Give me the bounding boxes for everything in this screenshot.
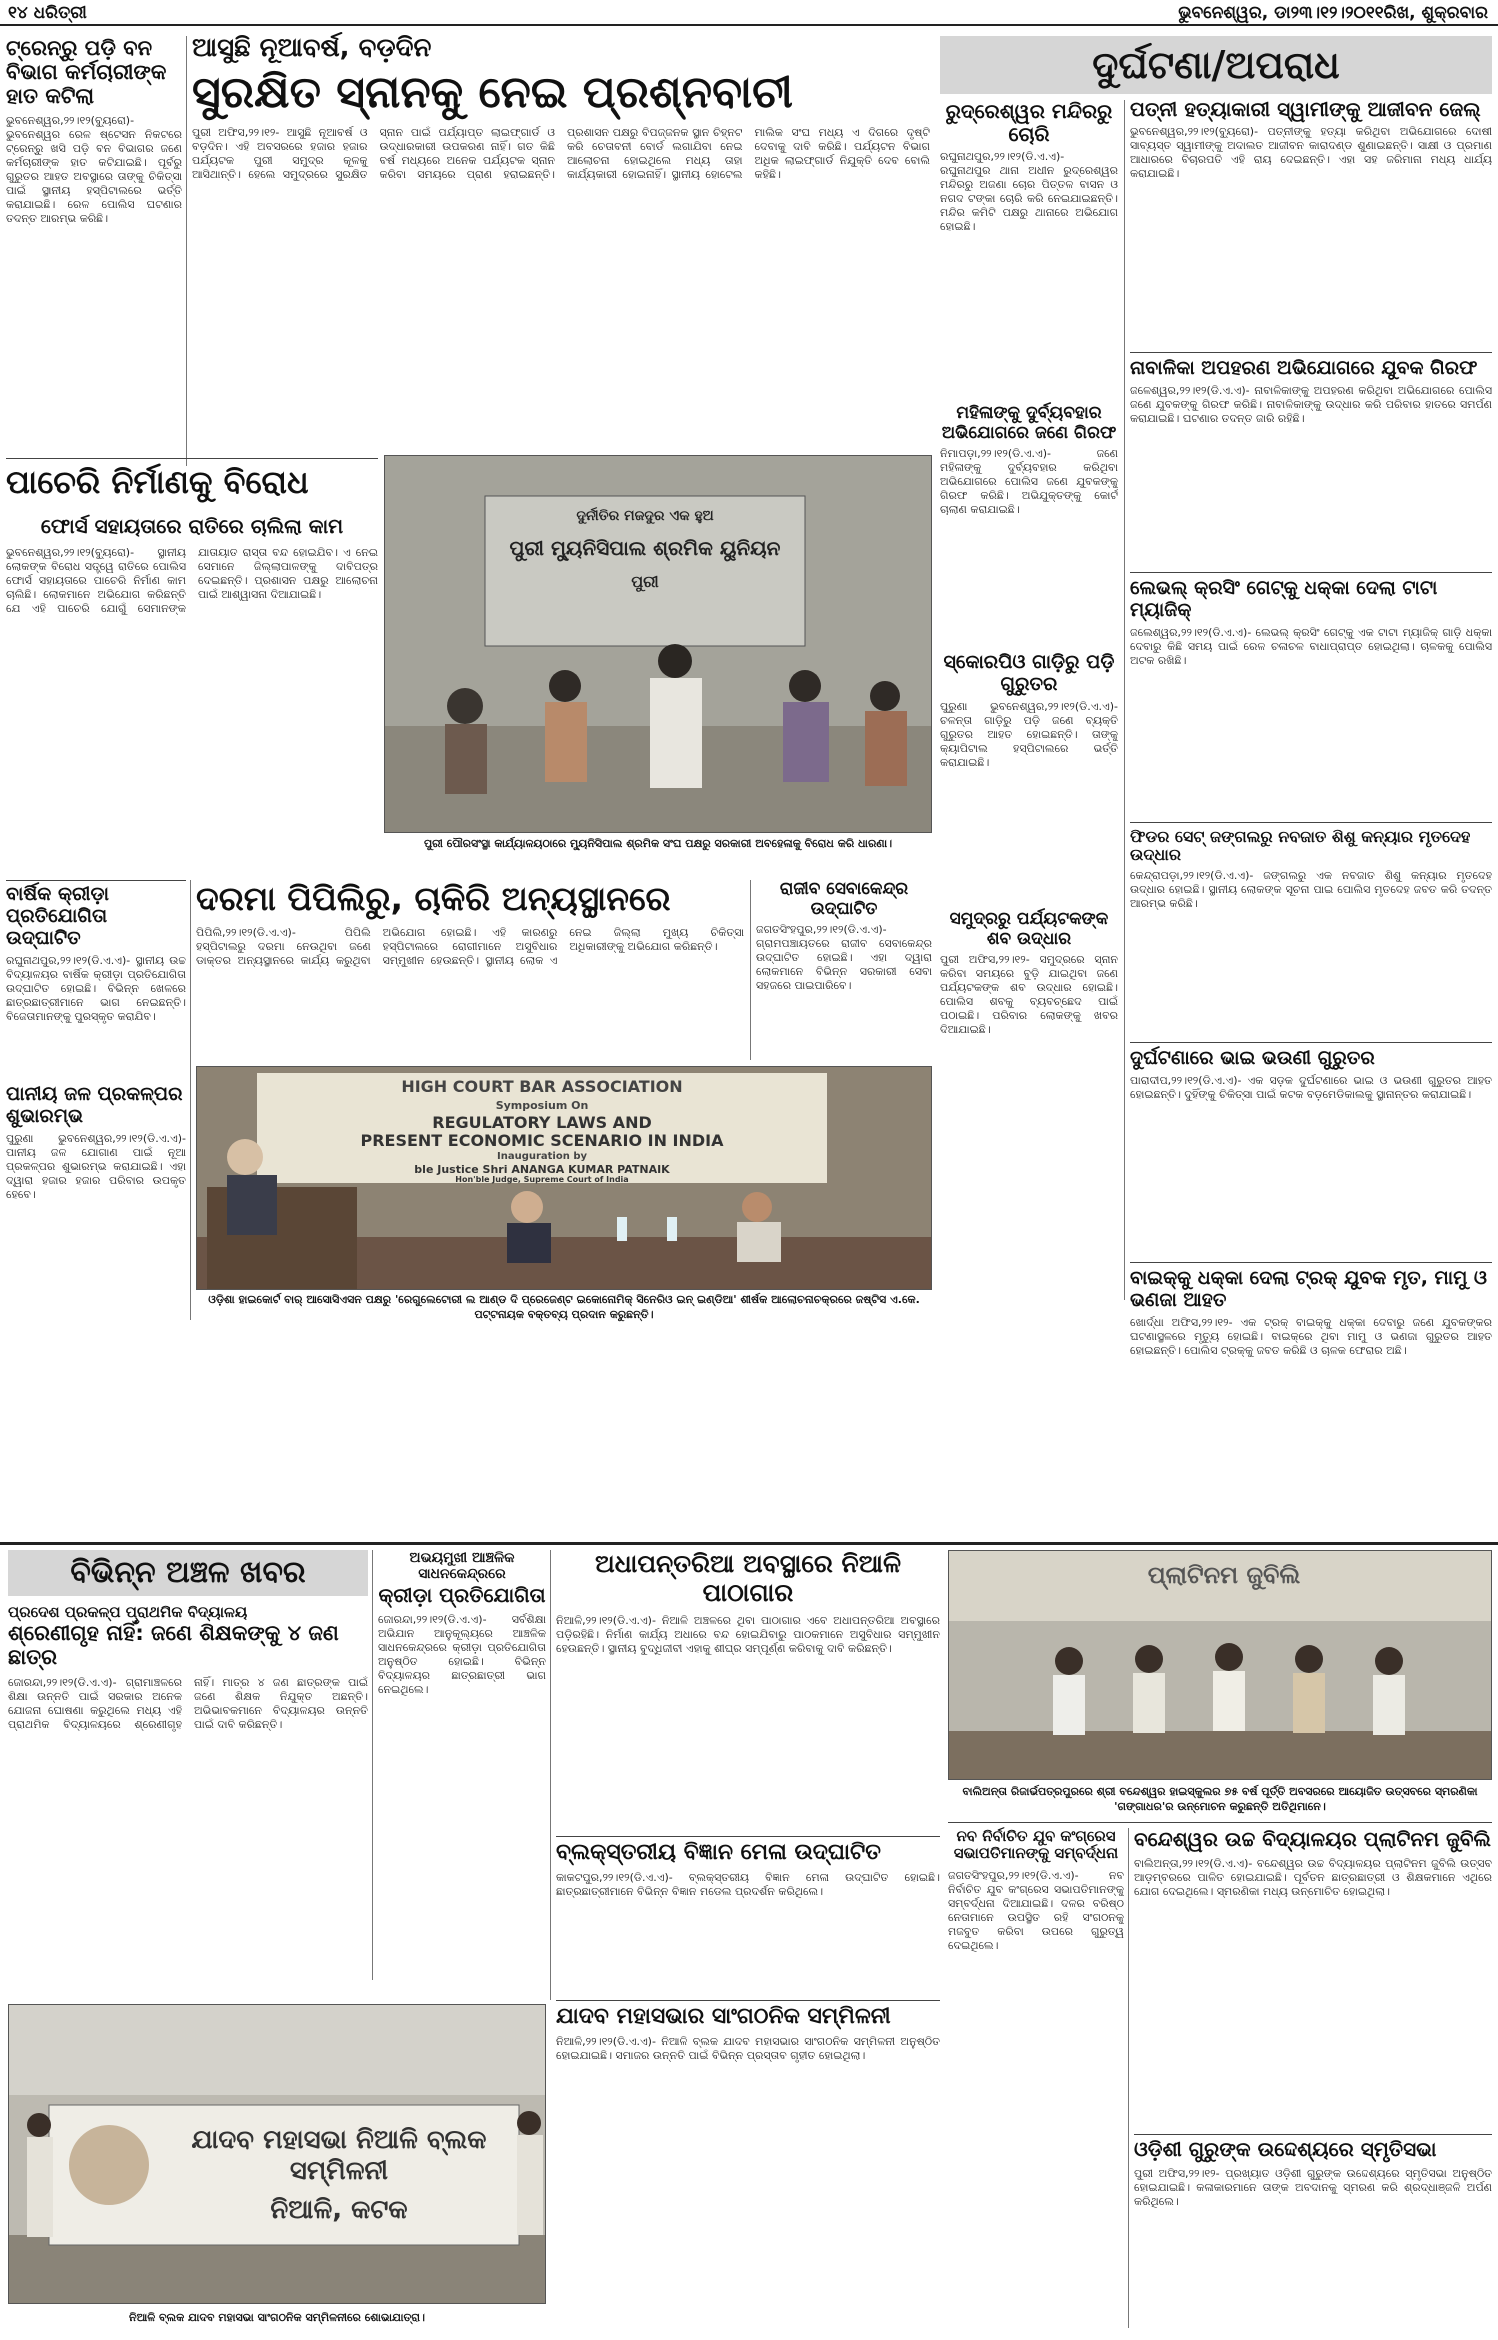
truck-body: ଖୋର୍ଦ୍ଧା ଅଫିସ,୨୨।୧୨- ଏକ ଟ୍ରକ୍ ବାଇକ୍‌କୁ ଧକ୍କା ଦେବାରୁ ଜଣେ ଯୁବକଙ୍କର ଘଟଣାସ୍ଥଳରେ ମୃତ୍ୟୁ ହୋଇଛି। ବାଇକ୍‌ରେ ଥିବା ମାମୁ ଓ ଭଣଜା ଗୁରୁତର ଆହତ ହୋଇଛନ୍ତି। ପୋଲିସ ଟ୍ରକ୍‌କୁ ଜବତ କରିଛି ଓ ଚାଳକ ଫେରାର ଅଛି। [1130, 1315, 1492, 1357]
memorial-body: ପୁରୀ ଅଫିସ,୨୨।୧୨- ପ୍ରଖ୍ୟାତ ଓଡ଼ିଶୀ ଗୁରୁଙ୍କ ଉଦ୍ଦେଶ୍ୟରେ ସ୍ମୃତିସଭା ଅନୁଷ୍ଠିତ ହୋଇଯାଇଛି। କଳାକାରମାନେ ତାଙ୍କ ଅବଦାନକୁ ସ୍ମରଣ କରି ଶ୍ରଦ୍ଧାଞ୍ଜଳି ଅର୍ପଣ କରିଥିଲେ। [1134, 2167, 1492, 2208]
tata-crash-story [1130, 578, 1492, 818]
seminar-photo-caption: ଓଡ଼ିଶା ହାଇକୋର୍ଟ ବାର୍ ଆସୋସିଏସନ ପକ୍ଷରୁ 'ରେଗୁଲେଟୋରୀ ଲ ଆଣ୍ଡ ଦି ପ୍ରେଜେଣ୍ଟ ଇକୋନୋମିକ୍ ସିନେରିଓ ଇନ୍ ଇଣ୍ଡିଆ' ଶୀର୍ଷକ ଆଲୋଚନାଚକ୍ରରେ ଜଷ୍ଟିସ ଏ.କେ. ପଟ୍ଟନାୟକ ବକ୍ତବ୍ୟ ପ୍ରଦାନ କରୁଛନ୍ତି। [208, 1293, 920, 1321]
seminar-banner-judge2: Hon'ble Judge, Supreme Court of India [455, 1175, 629, 1184]
train-story-headline: ଟ୍ରେନ୍‌ରୁ ପଡ଼ି ବନ ବିଭାଗ କର୍ମଚାରୀଙ୍କ ହାତ କଟିଲା [6, 36, 167, 109]
sports-story-body: ରଘୁନାଥପୁର,୨୨।୧୨(ଡି.ଏ.ଏ)- ସ୍ଥାନୀୟ ଉଚ୍ଚ ବିଦ୍ୟାଳୟର ବାର୍ଷିକ କ୍ରୀଡ଼ା ପ୍ରତିଯୋଗିତା ଉଦ୍‌ଘାଟିତ ହୋଇଛି। ବିଭିନ୍ନ ଖେଳରେ ଛାତ୍ରଛାତ୍ରୀମାନେ ଭାଗ ନେଇଛନ୍ତି। ବିଜେତାମାନଙ୍କୁ ପୁରସ୍କୃତ କରାଯିବ। [6, 953, 186, 1023]
siblings-headline: ଦୁର୍ଘଟଣାରେ ଭାଇ ଭଉଣୀ ଗୁରୁତର [1130, 1047, 1375, 1069]
seminar-banner-inaug: Inauguration by [496, 1151, 588, 1162]
platinum-story [1134, 1828, 1492, 2128]
protest-photo [384, 455, 932, 833]
science-fair-story [556, 1840, 940, 1990]
water-story-headline: ପାନୀୟ ଜଳ ପ୍ରକଳ୍ପର ଶୁଭାରମ୍ଭ [6, 1083, 183, 1127]
block-sports-body: ଜୋରନ୍ଦା,୨୨।୧୨(ଡି.ଏ.ଏ)- ସର୍ବଶିକ୍ଷା ଅଭିଯାନ ଆନୁକୂଲ୍ୟରେ ଆଞ୍ଚଳିକ ସାଧନକେନ୍ଦ୍ରରେ କ୍ରୀଡ଼ା ପ୍ରତିଯୋଗିତା ଅନୁଷ୍ଠିତ ହୋଇଛି। ବିଭିନ୍ନ ବିଦ୍ୟାଳୟର ଛାତ୍ରଛାତ୍ରୀ ଭାଗ ନେଇଥିଲେ। [378, 1613, 546, 1697]
bath-story-body: ପୁରୀ ଅଫିସ,୨୨।୧୨- ଆସୁଛି ନୂଆବର୍ଷ ଓ ବଡ଼ଦିନ। ଏହି ଅବସରରେ ହଜାର ହଜାର ପର୍ଯ୍ୟଟକ ପୁରୀ ସମୁଦ୍ର କୂଳକୁ ଆସିଥାନ୍ତି। ହେଲେ ସମୁଦ୍ରରେ ସୁରକ୍ଷିତ ସ୍ନାନ ପାଇଁ ପର୍ଯ୍ୟାପ୍ତ ଲାଇଫ୍‌ଗାର୍ଡ ଓ ଉଦ୍ଧାରକାରୀ ଉପକରଣ ନାହିଁ। ଗତ କିଛି ବର୍ଷ ମଧ୍ୟରେ ଅନେକ ପର୍ଯ୍ୟଟକ ସ୍ନାନ କରିବା ସମୟରେ ପ୍ରାଣ ହରାଇଛନ୍ତି। ପ୍ରଶାସନ ପକ୍ଷରୁ ବିପଜ୍ଜନକ ସ୍ଥାନ ଚିହ୍ନଟ କରି ଚେତାବନୀ ବୋର୍ଡ ଲଗାଯିବା ନେଇ ଆଲୋଚନା ହୋଇଥିଲେ ମଧ୍ୟ ତାହା କାର୍ଯ୍ୟକାରୀ ହୋଇନାହିଁ। ସ୍ଥାନୀୟ ହୋଟେଲ ମାଲିକ ସଂଘ ମଧ୍ୟ ଏ ଦିଗରେ ଦୃଷ୍ଟି ଦେବାକୁ ଦାବି କରିଛି। ପର୍ଯ୍ୟଟନ ବିଭାଗ ଅଧିକ ଲାଇଫ୍‌ଗାର୍ଡ ନିଯୁକ୍ତି ଦେବ ବୋଲି କହିଛି। [192, 126, 930, 182]
page-masthead [0, 0, 1498, 26]
yadav-body: ନିଆଳି,୨୨।୧୨(ଡି.ଏ.ଏ)- ନିଆଳି ବ୍ଲକ ଯାଦବ ମହାସଭାର ସାଂଗଠନିକ ସମ୍ମିଳନୀ ଅନୁଷ୍ଠିତ ହୋଇଯାଇଛି। ସମାଜର ଉନ୍ନତି ପାଇଁ ବିଭିନ୍ନ ପ୍ରସ୍ତାବ ଗୃହୀତ ହୋଇଥିଲା। [556, 2035, 940, 2063]
youth-headline: ନବ ନିର୍ବାଚିତ ଯୁବ କଂଗ୍ରେସ ସଭାପତିମାନଙ୍କୁ ସମ୍ବର୍ଦ୍ଧନା [953, 1827, 1119, 1863]
seminar-banner-sym: Symposium On [495, 1099, 589, 1112]
platinum-photo-banner: ପ୍ଲାଟିନମ ଜୁବିଲି [1147, 1561, 1301, 1589]
temple-story [940, 100, 1118, 400]
accident-section-title: ଦୁର୍ଘଟଣା/ଅପରାଧ [940, 36, 1492, 94]
woman-abuse-story [940, 404, 1118, 644]
bath-story [192, 34, 930, 454]
car-fall-headline: ସ୍କୋରପିଓ ଗାଡ଼ିରୁ ପଡ଼ି ଗୁରୁତର [943, 651, 1115, 695]
school-story-kicker: ପ୍ରଦେଶ ପ୍ରକଳ୍ପ ପ୍ରାଥମିକ ବିଦ୍ୟାଳୟ [8, 1603, 248, 1621]
water-story [6, 1084, 186, 1314]
wall-story-headline: ପାଚେରି ନିର୍ମାଣକୁ ବିରୋଧ [6, 463, 309, 501]
platinum-headline: ବନ୍ଦେଶ୍ୱର ଉଚ୍ଚ ବିଦ୍ୟାଳୟର ପ୍ଲାଟିନମ ଜୁବିଲି [1134, 1827, 1491, 1851]
job-story-headline: ଦରମା ପିପିଲିରୁ, ଚାକିରି ଅନ୍ୟସ୍ଥାନରେ [196, 879, 671, 918]
minor-kidnap-headline: ନାବାଳିକା ଅପହରଣ ଅଭିଯୋଗରେ ଯୁବକ ଗିରଫ [1130, 357, 1478, 379]
tata-crash-body: ଜଲେଶ୍ୱର,୨୨।୧୨(ଡି.ଏ.ଏ)- ଲେଭଲ୍ କ୍ରସିଂ ଗେଟ୍‌କୁ ଏକ ଟାଟା ମ୍ୟାଜିକ୍ ଗାଡ଼ି ଧକ୍କା ଦେବାରୁ କିଛି ସମୟ ପାଇଁ ରେଳ ଚଳାଚଳ ବାଧାପ୍ରାପ୍ତ ହୋଇଥିଲା। ଚାଳକକୁ ପୋଲିସ ଅଟକ ରଖିଛି। [1130, 625, 1492, 667]
library-body: ନିଆଳି,୨୨।୧୨(ଡି.ଏ.ଏ)- ନିଆଳି ଅଞ୍ଚଳରେ ଥିବା ପାଠାଗାର ଏବେ ଅଧାପନ୍ତରିଆ ଅବସ୍ଥାରେ ପଡ଼ିରହିଛି। ନିର୍ମାଣ କାର୍ଯ୍ୟ ଅଧାରେ ବନ୍ଦ ହୋଇଯିବାରୁ ପାଠକମାନେ ଅସୁବିଧାର ସମ୍ମୁଖୀନ ହେଉଛନ୍ତି। ସ୍ଥାନୀୟ ବୁଦ୍ଧିଜୀବୀ ଏହାକୁ ଶୀଘ୍ର ସମ୍ପୂର୍ଣ୍ଣ କରିବାକୁ ଦାବି କରିଛନ୍ତି। [556, 1613, 940, 1655]
platinum-photo-caption: ବାଲିଅନ୍ତା ରିଜାର୍ଭପତ୍ରପୁରରେ ଶ୍ରୀ ବନ୍ଦେଶ୍ୱର ହାଇସ୍କୁଲର ୭୫ ବର୍ଷ ପୂର୍ତ୍ତି ଅବସରରେ ଆୟୋଜିତ ଉତ୍ସବରେ ସ୍ମରଣିକା 'ଗଙ୍ଗାଧର'ର ଉନ୍ମୋଚନ କରୁଛନ୍ତି ଅତିଥିମାନେ। [962, 1785, 1478, 1813]
yadav-headline: ଯାଦବ ମହାସଭାର ସାଂଗଠନିକ ସମ୍ମିଳନୀ [556, 2004, 891, 2029]
bath-story-kicker: ଆସୁଛି ନୂଆବର୍ଷ, ବଡ଼ଦିନ [192, 33, 432, 63]
seminar-banner-title1: REGULATORY LAWS AND [432, 1113, 652, 1132]
job-story [196, 880, 744, 1060]
temple-story-body: ରଘୁନାଥପୁର,୨୨।୧୨(ଡି.ଏ.ଏ)- ରଘୁନାଥପୁର ଥାନା ଅଧୀନ ରୁଦ୍ରେଶ୍ୱର ମନ୍ଦିରରୁ ଅଜଣା ଚୋର ପିତ୍ତଳ ବାସନ ଓ ନଗଦ ଟଙ୍କା ଚୋରି କରି ନେଇଯାଇଛନ୍ତି। ମନ୍ଦିର କମିଟି ପକ୍ଷରୁ ଥାନାରେ ଅଭିଯୋଗ ହୋଇଛି। [940, 150, 1118, 233]
protest-banner-line2: ପୁରୀ ମ୍ୟୁନିସିପାଲ ଶ୍ରମିକ ୟୁନିୟନ [509, 536, 781, 560]
temple-story-headline: ରୁଦ୍ରେଶ୍ୱର ମନ୍ଦିରରୁ ଚୋରି [945, 99, 1113, 146]
wall-story [6, 464, 378, 874]
youth-story [948, 1828, 1124, 2328]
school-story [8, 1604, 368, 2004]
siblings-body: ପାରାଦୀପ,୨୨।୧୨(ଡି.ଏ.ଏ)- ଏକ ସଡ଼କ ଦୁର୍ଘଟଣାରେ ଭାଇ ଓ ଭଉଣୀ ଗୁରୁତର ଆହତ ହୋଇଛନ୍ତି। ଦୁହିଁଙ୍କୁ ଚିକିତ୍ସା ପାଇଁ କଟକ ବଡ଼ମେଡିକାଲକୁ ସ୍ଥାନାନ୍ତର କରାଯାଇଛି। [1130, 1073, 1492, 1101]
wife-murder-body: ଭୁବନେଶ୍ୱର,୨୨।୧୨(ବ୍ୟୁରୋ)- ପତ୍ନୀଙ୍କୁ ହତ୍ୟା କରିଥିବା ଅଭିଯୋଗରେ ଦୋଷୀ ସାବ୍ୟସ୍ତ ସ୍ୱାମୀଙ୍କୁ ଅଦାଲତ ଆଜୀବନ କାରାଦଣ୍ଡ ଶୁଣାଇଛନ୍ତି। ସାକ୍ଷୀ ଓ ପ୍ରମାଣ ଆଧାରରେ ବିଚାରପତି ଏହି ରାୟ ଦେଇଛନ୍ତି। ଏହା ସହ ଜରିମାନା ମଧ୍ୟ ଧାର୍ଯ୍ୟ କରାଯାଇଛି। [1130, 125, 1492, 180]
procession-banner-line1: ଯାଦବ ମହାସଭା ନିଆଳି ବ୍ଲକ ସମ୍ମିଳନୀ [191, 2125, 487, 2186]
protest-banner-line3: ପୁରୀ [631, 572, 659, 591]
bath-story-headline: ସୁରକ୍ଷିତ ସ୍ନାନକୁ ନେଇ ପ୍ରଶ୍ନବାଚୀ [192, 66, 794, 118]
seminar-photo [196, 1066, 932, 1290]
train-story-body: ଭୁବନେଶ୍ୱର,୨୨।୧୨(ବ୍ୟୁରୋ)- ଭୁବନେଶ୍ୱର ରେଳ ଷ୍ଟେସନ ନିକଟରେ ଟ୍ରେନ୍‌ରୁ ଖସି ପଡ଼ି ବନ ବିଭାଗର ଜଣେ କର୍ମଚାରୀଙ୍କ ହାତ କଟିଯାଇଛି। ପୂର୍ବରୁ ଗୁରୁତର ଆହତ ଅବସ୍ଥାରେ ତାଙ୍କୁ ଚିକିତ୍ସା ପାଇଁ ସ୍ଥାନୀୟ ହସ୍ପିଟାଲରେ ଭର୍ତ୍ତି କରାଯାଇଛି। ରେଳ ପୋଲିସ ଘଟଣାର ତଦନ୍ତ ଆରମ୍ଭ କରିଛି। [6, 114, 182, 226]
job-story-body: ପିପିଲି,୨୨।୧୨(ଡି.ଏ.ଏ)- ପିପିଲି ହସ୍ପିଟାଲରୁ ଦରମା ନେଉଥିବା ଜଣେ ଡାକ୍ତର ଅନ୍ୟସ୍ଥାନରେ କାର୍ଯ୍ୟ କରୁଥିବା ଅଭିଯୋଗ ହୋଇଛି। ଏହି କାରଣରୁ ହସ୍ପିଟାଲରେ ରୋଗୀମାନେ ଅସୁବିଧାର ସମ୍ମୁଖୀନ ହେଉଛନ୍ତି। ସ୍ଥାନୀୟ ଲୋକ ଏ ନେଇ ଜିଲ୍ଲା ମୁଖ୍ୟ ଚିକିତ୍ସା ଅଧିକାରୀଙ୍କୁ ଅଭିଯୋଗ କରିଛନ୍ତି। [196, 925, 744, 967]
car-fall-body: ପୁରୁଣା ଭୁବନେଶ୍ୱର,୨୨।୧୨(ଡି.ଏ.ଏ)- ଚଳନ୍ତା ଗାଡ଼ିରୁ ପଡ଼ି ଜଣେ ବ୍ୟକ୍ତି ଗୁରୁତର ଆହତ ହୋଇଛନ୍ତି। ତାଙ୍କୁ କ୍ୟାପିଟାଲ ହସ୍ପିଟାଲରେ ଭର୍ତ୍ତି କରାଯାଇଛି। [940, 699, 1118, 769]
regional-section-title: ବିଭିନ୍ନ ଅଞ୍ଚଳ ଖବର [8, 1550, 368, 1596]
memorial-headline: ଓଡ଼ିଶୀ ଗୁରୁଙ୍କ ଉଦ୍ଦେଶ୍ୟରେ ସ୍ମୃତିସଭା [1134, 2137, 1437, 2161]
library-headline: ଅଧାପନ୍ତରିଆ ଅବସ୍ଥାରେ ନିଆଳି ପାଠାଗାର [594, 1549, 901, 1607]
seminar-banner-judge: ble Justice Shri ANANGA KUMAR PATNAIK [414, 1163, 670, 1176]
truck-story [1130, 1268, 1492, 1498]
procession-photo [8, 2004, 546, 2304]
wall-story-subhead: ଫୋର୍ସ ସହାୟତାରେ ରାତିରେ ଚାଲିଲା କାମ [40, 513, 344, 538]
procession-banner-line2: ନିଆଳି, କଟକ [270, 2195, 408, 2225]
sports-story-headline: ବାର୍ଷିକ କ୍ରୀଡ଼ା ପ୍ରତିଯୋଗିତା ଉଦ୍‌ଘାଟିତ [6, 883, 109, 949]
truck-headline: ବାଇକ୍‌କୁ ଧକ୍କା ଦେଲା ଟ୍ରକ୍ ଯୁବକ ମୃତ, ମାମୁ ଓ ଭଣଜା ଆହତ [1130, 1267, 1488, 1311]
wife-murder-headline: ପତ୍ନୀ ହତ୍ୟାକାରୀ ସ୍ୱାମୀଙ୍କୁ ଆଜୀବନ ଜେଲ୍ [1130, 97, 1481, 121]
science-fair-headline: ବ୍ଲକ୍‌ସ୍ତରୀୟ ବିଜ୍ଞାନ ମେଳା ଉଦ୍‌ଘାଟିତ [556, 1840, 881, 1865]
block-sports-headline: କ୍ରୀଡ଼ା ପ୍ରତିଯୋଗିତା [378, 1583, 546, 1608]
baby-body-body: କେନ୍ଦ୍ରାପଡ଼ା,୨୨।୧୨(ଡି.ଏ.ଏ)- ଜଙ୍ଗଲରୁ ଏକ ନବଜାତ ଶିଶୁ କନ୍ୟାର ମୃତଦେହ ଉଦ୍ଧାର ହୋଇଛି। ସ୍ଥାନୀୟ ଲୋକଙ୍କ ସୂଚନା ପାଇ ପୋଲିସ ମୃତଦେହ ଜବତ କରି ତଦନ୍ତ ଆରମ୍ଭ କରିଛି। [1130, 868, 1492, 910]
platinum-body: ବାଲିଅନ୍ତା,୨୨।୧୨(ଡି.ଏ.ଏ)- ବନ୍ଦେଶ୍ୱର ଉଚ୍ଚ ବିଦ୍ୟାଳୟର ପ୍ଲାଟିନମ ଜୁବିଲି ଉତ୍ସବ ଆଡ଼ମ୍ବରରେ ପାଳିତ ହୋଇଯାଇଛି। ପୂର୍ବତନ ଛାତ୍ରଛାତ୍ରୀ ଓ ଶିକ୍ଷକମାନେ ଏଥିରେ ଯୋଗ ଦେଇଥିଲେ। ସ୍ମରଣିକା ମଧ୍ୟ ଉନ୍ମୋଚିତ ହୋଇଥିଲା। [1134, 1857, 1492, 1898]
minor-kidnap-story [1130, 358, 1492, 568]
tourist-body-body: ପୁରୀ ଅଫିସ,୨୨।୧୨- ସମୁଦ୍ରରେ ସ୍ନାନ କରିବା ସମୟରେ ବୁଡ଼ି ଯାଇଥିବା ଜଣେ ପର୍ଯ୍ୟଟକଙ୍କ ଶବ ଉଦ୍ଧାର ହୋଇଛି। ପୋଲିସ ଶବକୁ ବ୍ୟବଚ୍ଛେଦ ପାଇଁ ପଠାଇଛି। ପରିବାର ଲୋକଙ୍କୁ ଖବର ଦିଆଯାଇଛି। [940, 953, 1118, 1037]
science-fair-body: କାକଟପୁର,୨୨।୧୨(ଡି.ଏ.ଏ)- ବ୍ଲକ୍‌ସ୍ତରୀୟ ବିଜ୍ଞାନ ମେଳା ଉଦ୍‌ଘାଟିତ ହୋଇଛି। ଛାତ୍ରଛାତ୍ରୀମାନେ ବିଭିନ୍ନ ବିଜ୍ଞାନ ମଡେଲ ପ୍ରଦର୍ଶନ କରିଥିଲେ। [556, 1871, 940, 1899]
platinum-photo [948, 1550, 1492, 1780]
protest-photo-caption: ପୁରୀ ପୌରସଂସ୍ଥା କାର୍ଯ୍ୟାଳୟଠାରେ ମ୍ୟୁନିସିପାଲ ଶ୍ରମିକ ସଂଘ ପକ୍ଷରୁ ସରକାରୀ ଅବହେଳାକୁ ବିରୋଧ କରି ଧାରଣା। [423, 837, 893, 850]
siblings-story [1130, 1048, 1492, 1258]
car-fall-story [940, 652, 1118, 902]
baby-body-headline: ଫିଡର ସେଟ୍ ଜଙ୍ଗଲରୁ ନବଜାତ ଶିଶୁ କନ୍ୟାର ମୃତଦେହ ଉଦ୍ଧାର [1130, 827, 1471, 865]
tourist-body-story [940, 910, 1118, 1190]
tourist-body-headline: ସମୁଦ୍ରରୁ ପର୍ଯ୍ୟଟକଙ୍କ ଶବ ଉଦ୍ଧାର [949, 909, 1109, 949]
seminar-banner-org: HIGH COURT BAR ASSOCIATION [401, 1077, 683, 1096]
procession-photo-caption: ନିଆଳି ବ୍ଲକ ଯାଦବ ମହାସଭା ସାଂଗଠନିକ ସମ୍ମିଳନୀରେ ଶୋଭାଯାତ୍ରା। [129, 2311, 425, 2324]
train-story [6, 36, 182, 476]
minor-kidnap-body: ଜଳେଶ୍ୱର,୨୨।୧୨(ଡି.ଏ.ଏ)- ନାବାଳିକାଙ୍କୁ ଅପହରଣ କରିଥିବା ଅଭିଯୋଗରେ ପୋଲିସ ଜଣେ ଯୁବକଙ୍କୁ ଗିରଫ କରିଛି। ନାବାଳିକାଙ୍କୁ ଉଦ୍ଧାର କରି ପରିବାର ହାତରେ ସମର୍ପଣ କରାଯାଇଛି। ଘଟଣାର ତଦନ୍ତ ଜାରି ରହିଛି। [1130, 383, 1492, 425]
water-story-body: ପୁରୁଣା ଭୁବନେଶ୍ୱର,୨୨।୧୨(ଡି.ଏ.ଏ)- ପାନୀୟ ଜଳ ଯୋଗାଣ ପାଇଁ ନୂଆ ପ୍ରକଳ୍ପର ଶୁଭାରମ୍ଭ କରାଯାଇଛି। ଏହା ଦ୍ୱାରା ହଜାର ହଜାର ପରିବାର ଉପକୃତ ହେବେ। [6, 1131, 186, 1201]
memorial-story [1134, 2138, 1492, 2334]
rajiv-story-headline: ରାଜୀବ ସେବାକେନ୍ଦ୍ର ଉଦ୍‌ଘାଟିତ [779, 879, 909, 919]
wall-story-body: ଭୁବନେଶ୍ୱର,୨୨।୧୨(ବ୍ୟୁରୋ)- ସ୍ଥାନୀୟ ଲୋକଙ୍କ ବିରୋଧ ସତ୍ତ୍ୱେ ରାତିରେ ପୋଲିସ ଫୋର୍ସ ସହାୟତାରେ ପାଚେରି ନିର୍ମାଣ କାମ ଚାଲିଛି। ଲୋକମାନେ ଅଭିଯୋଗ କରିଛନ୍ତି ଯେ ଏହି ପାଚେରି ଯୋଗୁଁ ସେମାନଙ୍କ ଯାତାୟାତ ରାସ୍ତା ବନ୍ଦ ହୋଇଯିବ। ଏ ନେଇ ସେମାନେ ଜିଲ୍ଲାପାଳଙ୍କୁ ଦାବିପତ୍ର ଦେଇଛନ୍ତି। ପ୍ରଶାସନ ପକ୍ଷରୁ ଆଲୋଚନା ପାଇଁ ଆଶ୍ୱାସନା ଦିଆଯାଇଛି। [6, 545, 378, 615]
baby-body-story [1130, 828, 1492, 1038]
wife-murder-story [1130, 98, 1492, 348]
block-sports-story [378, 1550, 546, 1980]
page-number: ୧୪ ଧରିତ୍ରୀ [8, 3, 87, 23]
youth-body: ଜଗତସିଂହପୁର,୨୨।୧୨(ଡି.ଏ.ଏ)- ନବ ନିର୍ବାଚିତ ଯୁବ କଂଗ୍ରେସ ସଭାପତିମାନଙ୍କୁ ସମ୍ବର୍ଦ୍ଧନା ଦିଆଯାଇଛି। ଦଳର ବରିଷ୍ଠ ନେତାମାନେ ଉପସ୍ଥିତ ରହି ସଂଗଠନକୁ ମଜବୁତ କରିବା ଉପରେ ଗୁରୁତ୍ୱ ଦେଇଥିଲେ। [948, 1868, 1124, 1952]
protest-banner-line1: ଦୁର୍ନୀତିର ମଜଦୁର ଏକ ହୁଅ [576, 508, 714, 524]
woman-abuse-headline: ମହିଳାଙ୍କୁ ଦୁର୍ବ୍ୟବହାର ଅଭିଯୋଗରେ ଜଣେ ଗିରଫ [941, 403, 1117, 443]
rajiv-story [756, 880, 932, 1060]
library-story [556, 1550, 940, 1840]
tata-crash-headline: ଲେଭଲ୍ କ୍ରସିଂ ଗେଟ୍‌କୁ ଧକ୍କା ଦେଲା ଟାଟା ମ୍ୟାଜିକ୍ [1130, 577, 1438, 621]
school-story-headline: ଶ୍ରେଣୀଗୃହ ନାହିଁ: ଜଣେ ଶିକ୍ଷକଙ୍କୁ ୪ ଜଣ ଛାତ୍ର [8, 1621, 339, 1670]
school-story-body: ଜୋରନ୍ଦା,୨୨।୧୨(ଡି.ଏ.ଏ)- ଗ୍ରାମାଞ୍ଚଳରେ ଶିକ୍ଷା ଉନ୍ନତି ପାଇଁ ସରକାର ଅନେକ ଯୋଜନା ଘୋଷଣା କରୁଥିଲେ ମଧ୍ୟ ଏହି ପ୍ରାଥମିକ ବିଦ୍ୟାଳୟରେ ଶ୍ରେଣୀଗୃହ ନାହିଁ। ମାତ୍ର ୪ ଜଣ ଛାତ୍ରଙ୍କ ପାଇଁ ଜଣେ ଶିକ୍ଷକ ନିଯୁକ୍ତ ଅଛନ୍ତି। ଅଭିଭାବକମାନେ ବିଦ୍ୟାଳୟର ଉନ୍ନତି ପାଇଁ ଦାବି କରିଛନ୍ତି। [8, 1675, 368, 1731]
seminar-banner-title2: PRESENT ECONOMIC SCENARIO IN INDIA [360, 1131, 724, 1150]
sports-story [6, 884, 186, 1074]
yadav-story [556, 2004, 940, 2334]
rajiv-story-body: ଜଗତସିଂହପୁର,୨୨।୧୨(ଡି.ଏ.ଏ)- ଗ୍ରାମପଞ୍ଚାୟତରେ ରାଜୀବ ସେବାକେନ୍ଦ୍ର ଉଦ୍‌ଘାଟିତ ହୋଇଛି। ଏହା ଦ୍ୱାରା ଲୋକମାନେ ବିଭିନ୍ନ ସରକାରୀ ସେବା ସହଜରେ ପାଇପାରିବେ। [756, 923, 932, 993]
page-dateline: ଭୁବନେଶ୍ୱର, ଡା୨୩।୧୨।୨୦୧୧ରିଖ, ଶୁକ୍ରବାର [1178, 3, 1488, 23]
block-sports-kicker: ଅଭୟମୁଖୀ ଆଞ୍ଚଳିକ ସାଧନକେନ୍ଦ୍ରରେ [409, 1550, 515, 1583]
woman-abuse-body: ନିମାପଡ଼ା,୨୨।୧୨(ଡି.ଏ.ଏ)- ଜଣେ ମହିଳାଙ୍କୁ ଦୁର୍ବ୍ୟବହାର କରିଥିବା ଅଭିଯୋଗରେ ପୋଲିସ ଜଣେ ଯୁବକଙ୍କୁ ଗିରଫ କରିଛି। ଅଭିଯୁକ୍ତଙ୍କୁ କୋର୍ଟ ଚାଲାଣ କରାଯାଇଛି। [940, 447, 1118, 517]
